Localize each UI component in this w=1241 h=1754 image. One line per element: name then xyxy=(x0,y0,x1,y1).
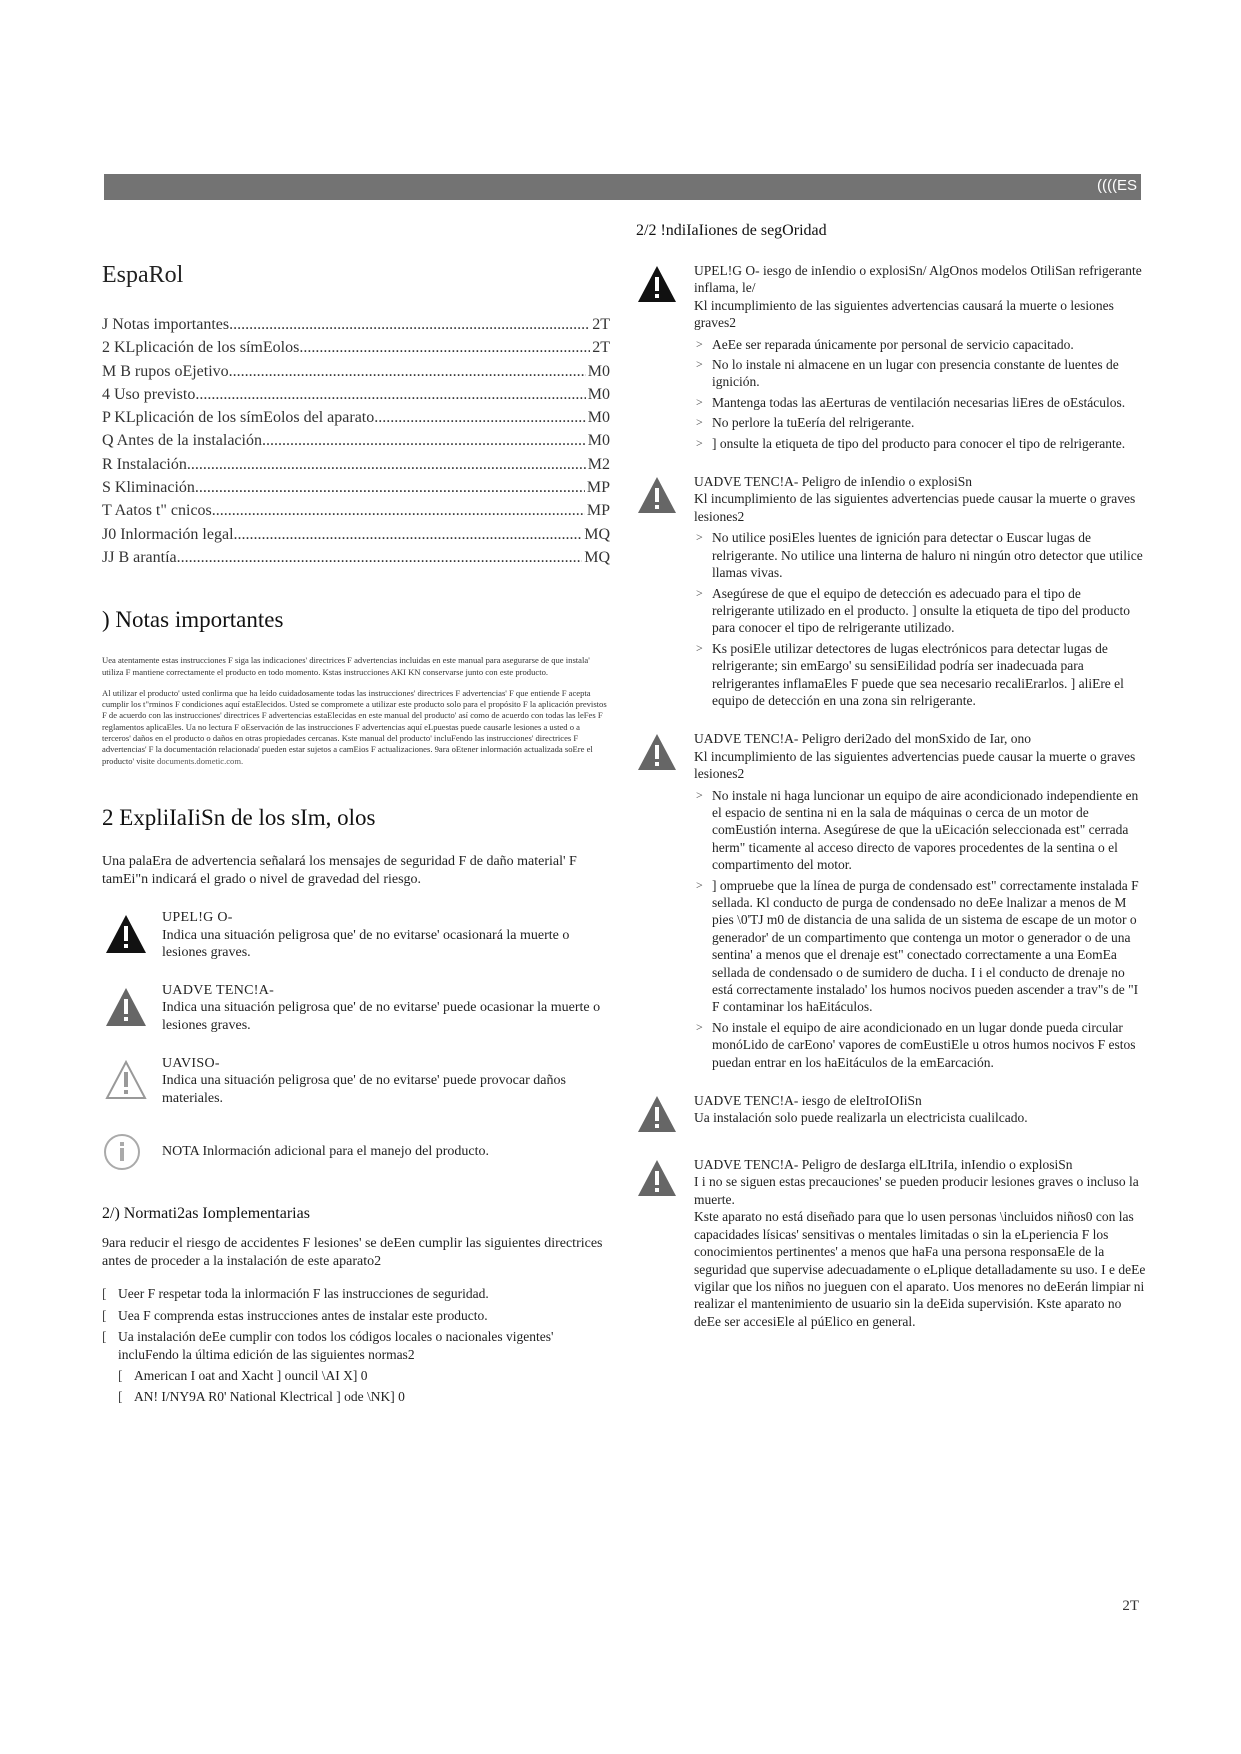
list-item: > No instale el equipo de aire acondicionado en un lugar donde pueda circular monóLido de carEono' vapores de comEustiEle u otros humos nocivos F estos puedan entrar en los haEitáculos de la emEarcación. xyxy=(694,1019,1146,1071)
header-bar xyxy=(104,174,1141,200)
toc-item[interactable]: J Notas importantes ..... 2T xyxy=(102,313,610,336)
subsection-normativas: 2/) Normati2as Iomplementarias xyxy=(102,1205,310,1223)
warning-co-block: UADVE TENC!A- Peligro deri2ado del monSxido de Iar, ono Kl incumplimiento de las siguientes advertencias puede causar la muerte o graves lesiones2 > No instale ni haga luncionar un equipo de aire acondicionado independiente en el espacio de sentina ni en la sala de máquinas o cerca de un motor de comEustión interna. Asegúrese de que la uEicación seleccionada est" cerrada herm" ticamente al acceso directo de vapores procedentes de la sentina o el compartimento del motor. > ] ompruebe que la línea de purga de condensado est" correctamente instalada F sellada. Kl conducto de purga de condensado no deEe lnalizar a menos de M pies \0'TJ m0 de distancia de una salida de un sistema de escape de un motor o generador' de un compartimento que contenga un motor o generador o de una sentina' a menos que el drenaje est" conectado correctamente a una EomEa sellada de condensado o de sumidero de ducha. I i el conducto de drenaje no está correctamente instalado' los humos nocivos pueden ascender a trav"s de "I F contaminar los haEitáculos. > No instale el equipo de aire acondicionado en un lugar donde pueda circular monóLido de carEono' vapores de comEustiEle u otros humos nocivos F estos puedan entrar en los haEitáculos de la emEarcación. xyxy=(636,730,1146,1074)
left-column xyxy=(102,262,610,1410)
list-item: > Ks posiEle utilizar detectores de lugas electrónicos para detectar lugas de relrigerante; sin emEargo' su sensiEilidad podría ser inadecuada para relrigerantes inflamaEles F puede que sea necesario recaliErarlos. ] aliEre el equipo de detección en una zona sin relrigerante. xyxy=(694,640,1146,710)
normativas-list xyxy=(102,1285,610,1363)
list-item: > ] onsulte la etiqueta de tipo del producto para conocer el tipo de relrigerante. xyxy=(694,435,1146,452)
warning-block: UADVE TENC!A- Indica una situación peligrosa que' de no evitarse' puede ocasionar la muerte o lesiones graves. xyxy=(102,982,610,1035)
toc-item[interactable]: 4 Uso previsto ..... M0 xyxy=(102,383,610,406)
danger-icon xyxy=(636,262,694,308)
danger-icon xyxy=(102,909,162,959)
intro-paragraph: Uea atentamente estas instrucciones F siga las indicaciones' directrices F advertencias incluidas en este manual para asegurarse de que instala' utiliza F mantiene correctamente el producto en todo momento. Kstas instrucciones AKI KN conservarse junto con este producto. xyxy=(102,655,590,677)
toc-item[interactable]: R Instalación ..... M2 xyxy=(102,453,610,476)
list-item: [ Ueer F respetar toda la inlormación F las instrucciones de seguridad. xyxy=(102,1285,610,1302)
symbols-intro: Una palaEra de advertencia señalará los mensajes de seguridad F de daño material' F tamEi"n indicará el grado o nivel de gravedad del riesgo. xyxy=(102,853,577,887)
warning-icon xyxy=(636,473,694,519)
caution-block: UAVISO- Indica una situación peligrosa que' de no evitarse' puede provocar daños materiales. xyxy=(102,1055,610,1108)
toc-item[interactable]: M B rupos oEjetivo ..... M0 xyxy=(102,360,610,383)
documents-link[interactable]: documents.dometic.com. xyxy=(157,755,244,766)
page-number: 2T xyxy=(1122,1598,1139,1614)
language-title: EspaRol xyxy=(102,262,184,288)
toc-item[interactable]: 2 KLplicación de los símEolos ..... 2T xyxy=(102,336,610,359)
table-of-contents xyxy=(102,313,610,569)
toc-item[interactable]: Q Antes de la instalación ..... M0 xyxy=(102,429,610,452)
warning-icon xyxy=(102,982,162,1032)
list-item: > Asegúrese de que el equipo de detección es adecuado para el tipo de relrigerante utilizado en el producto. ] onsulte la etiqueta de tipo del producto para conocer el tipo de relrigerante utilizado. xyxy=(694,585,1146,637)
list-item: > Mantenga todas las aEerturas de ventilación necesarias liEres de oEstáculos. xyxy=(694,394,1146,411)
warning-icon xyxy=(636,1092,694,1138)
list-item: [ Uea F comprenda estas instrucciones antes de instalar este producto. xyxy=(102,1307,610,1324)
section-heading-simbolos: 2 ExpliIaIiSn de los sIm, olos xyxy=(102,804,376,830)
list-item: > No instale ni haga luncionar un equipo de aire acondicionado independiente en el espacio de sentina ni en la sala de máquinas o cerca de un motor de comEustión interna. Asegúrese de que la uEicación seleccionada est" cerrada herm" ticamente al acceso directo de vapores procedentes de la sentina o el compartimento del motor. xyxy=(694,787,1146,874)
legal-paragraph: Al utilizar el producto' usted conlirma que ha leído cuidadosamente todas las instrucciones' directrices F advertencias' F que entiende F acepta cumplir los t"rminos F condiciones aquí estaElecidos. Usted se compromete a utilizar este producto solo para el propósito F la aplicación previstos F de acuerdo con las instrucciones' directrices F advertencias estaElecidas en este manual del producto' así como de acuerdo con todas las leFes F reglamentos aplicaEles. Ua no lectura F oEservación de las instrucciones F advertencias aquí eLpuestas puede causarle lesiones a usted o a terceros' daños en el producto o daños en otras propiedades cercanas. Kste manual del producto' incluFendo las instrucciones' directrices F advertencias' F la documentación relacionada' pueden estar sujetos a camEios F actualizaciones. 9ara oEtener inlormación actualizada soEre el producto' visite documents.dometic.com. xyxy=(102,687,607,766)
list-item: > No perlore la tuEería del relrigerante. xyxy=(694,414,1146,431)
toc-item[interactable]: JJ B arantía ..... MQ xyxy=(102,546,610,569)
caution-icon xyxy=(102,1055,162,1105)
list-item: [ American I oat and Xacht ] ouncil \AI X] 0 xyxy=(118,1367,610,1384)
toc-item[interactable]: J0 Inlormación legal ..... MQ xyxy=(102,523,610,546)
list-item: [ Ua instalación deEe cumplir con todos los códigos locales o nacionales vigentes' incluFendo la última edición de las siguientes normas2 xyxy=(102,1328,610,1363)
toc-item[interactable]: S Kliminación ..... MP xyxy=(102,476,610,499)
safety-section-title: 2/2 !ndiIaIiones de segOridad xyxy=(636,222,827,239)
toc-item[interactable]: P KLplicación de los símEolos del aparato ..... M0 xyxy=(102,406,610,429)
danger-fire-block: UPEL!G O- iesgo de inIendio o explosiSn/ AlgOnos modelos OtiliSan refrigerante inflama, le/ Kl incumplimiento de las siguientes advertencias causará la muerte o lesiones graves2 > AeEe ser reparada únicamente por personal de servicio capacitado. > No lo instale ni almacene en un lugar con presencia constante de luentes de ignición. > Mantenga todas las aEerturas de ventilación necesarias liEres de oEstáculos. > No perlore la tuEería del relrigerante. > ] onsulte la etiqueta de tipo del producto para conocer el tipo de relrigerante. xyxy=(636,262,1146,455)
list-item: > No utilice posiEles luentes de ignición para detectar o Euscar lugas de relrigerante. No utilice una linterna de haluro ni ningún otro detector que utilice llamas vivas. xyxy=(694,529,1146,581)
toc-item[interactable]: T Aatos t" cnicos ..... MP xyxy=(102,499,610,522)
warning-icon xyxy=(636,730,694,776)
normativas-intro: 9ara reducir el riesgo de accidentes F lesiones' se deEen cumplir las siguientes directrices antes de proceder a la instalación de este aparato2 xyxy=(102,1236,603,1270)
section-heading-notas: ) Notas importantes xyxy=(102,607,284,633)
standards-list xyxy=(118,1367,610,1406)
list-item: > AeEe ser reparada únicamente por personal de servicio capacitado. xyxy=(694,336,1146,353)
language-code: ((((ES xyxy=(1097,177,1137,194)
note-block: NOTA Inlormación adicional para el manejo del producto. xyxy=(102,1127,610,1177)
warning-electrocution-block: UADVE TENC!A- iesgo de eleItroIOIiSn Ua instalación solo puede realizarla un electricista cualilcado. xyxy=(636,1092,1146,1138)
right-column xyxy=(636,222,1146,1348)
danger-block: UPEL!G O- Indica una situación peligrosa que' de no evitarse' ocasionará la muerte o lesiones graves. xyxy=(102,909,610,962)
warning-shock-block: UADVE TENC!A- Peligro de desIarga elLItriIa, inIendio o explosiSn I i no se siguen estas precauciones' se pueden producir lesiones graves o incluso la muerte. Kste aparato no está diseñado para que lo usen personas \incluidos niños0 con las capacidades lísicas' sensitivas o mentales limitadas o sin la eLperiencia F los conocimientos pertinentes' a menos que haFa una persona responsaEle de la seguridad que supervise adecuadamente o eLplique detalladamente su uso. I e deEe vigilar que los niños no jueguen con el aparato. Uos menores no deEerán limpiar ni realizar el mantenimiento de usuario sin la deEida supervisión. Kste aparato no deEe ser accesiEle al púElico en general. xyxy=(636,1156,1146,1330)
warning-fire-block: UADVE TENC!A- Peligro de inIendio o explosiSn Kl incumplimiento de las siguientes advertencias puede causar la muerte o graves lesiones2 > No utilice posiEles luentes de ignición para detectar o Euscar lugas de relrigerante. No utilice una linterna de haluro ni ningún otro detector que utilice llamas vivas. > Asegúrese de que el equipo de detección es adecuado para el tipo de relrigerante utilizado en el producto. ] onsulte la etiqueta de tipo del producto para conocer el tipo de relrigerante utilizado. > Ks posiEle utilizar detectores de lugas electrónicos para detectar lugas de relrigerante; sin emEargo' su sensiEilidad podría ser inadecuada para relrigerantes inflamaEles F puede que sea necesario recaliErarlos. ] aliEre el equipo de detección en una zona sin relrigerante. xyxy=(636,473,1146,712)
info-icon xyxy=(102,1127,162,1177)
list-item: > No lo instale ni almacene en un lugar con presencia constante de luentes de ignición. xyxy=(694,356,1146,391)
list-item: > ] ompruebe que la línea de purga de condensado est" correctamente instalada F sellada. Kl conducto de purga de condensado no deEe lnalizar a menos de M pies \0'TJ m0 de distancia de una salida de un sistema de escape de un motor o generador' de un compartimento que contenga un motor o generador o de una sentina' a menos que el drenaje est" conectado correctamente a una EomEa sellada de condensado o de sumidero de ducha. I i el conducto de drenaje no está correctamente instalado' los humos nocivos pueden ascender a trav"s de "I F contaminar los haEitáculos. xyxy=(694,877,1146,1016)
warning-icon xyxy=(636,1156,694,1202)
list-item: [ AN! I/NY9A R0' National Klectrical ] ode \NK] 0 xyxy=(118,1388,610,1405)
